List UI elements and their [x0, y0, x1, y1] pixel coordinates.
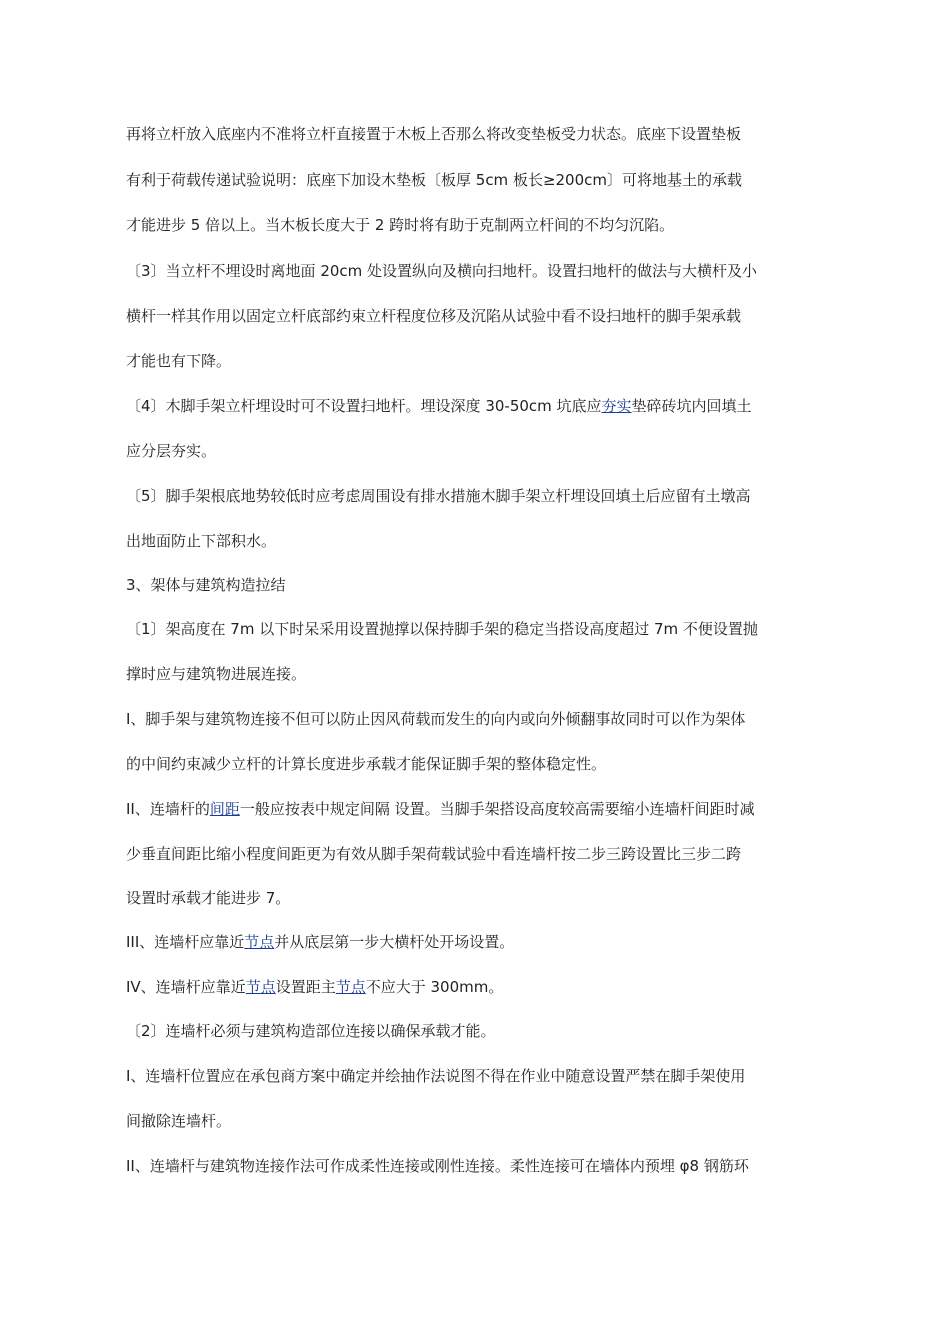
text-segment: 有利于荷载传递试验说明：底座下加设木垫板〔板厚 5cm 板长≥200cm〕可将地基土的承载: [126, 171, 742, 189]
paragraph-line: [126, 1156, 749, 1176]
text-segment: 才能也有下降。: [126, 352, 232, 370]
text-segment: 一般应按表中规定间隔 设置。当脚手架搭设高度较高需要缩小连墙杆间距时减: [239, 800, 755, 818]
text-segment: IV、连墙杆应靠近: [126, 978, 246, 996]
text-segment: I、脚手架与建筑物连接不但可以防止因风荷载而发生的向内或向外倾翻事故同时可以作为架体: [126, 710, 746, 728]
text-segment: 应分层夯实。: [126, 442, 217, 460]
text-segment: 横杆一样其作用以固定立杆底部约束立杆程度位移及沉陷从试验中看不设扫地杆的脚手架承载: [126, 307, 742, 325]
paragraph-line: [126, 1066, 745, 1086]
paragraph-line: [126, 977, 503, 997]
paragraph-line: [126, 124, 741, 144]
paragraph-line: [126, 619, 758, 639]
text-segment: 少垂直间距比缩小程度间距更为有效从脚手架荷载试验中看连墙杆按二步三跨设置比三步二跨: [126, 845, 742, 863]
text-segment: III、连墙杆应靠近: [126, 933, 245, 951]
text-segment: 设置距主: [275, 978, 336, 996]
text-segment: 间撤除连墙杆。: [126, 1112, 232, 1130]
paragraph-line: [126, 261, 757, 281]
text-segment: 〔2〕连墙杆必须与建筑构造部位连接以确保承载才能。: [126, 1022, 496, 1040]
inline-link[interactable]: 节点: [244, 933, 275, 951]
paragraph-line: [126, 531, 276, 551]
inline-link[interactable]: 间距: [209, 800, 240, 818]
text-segment: 〔4〕木脚手架立杆埋设时可不设置扫地杆。埋设深度 30-50cm 坑底应: [126, 397, 602, 415]
paragraph-line: [126, 351, 231, 371]
paragraph-line: [126, 932, 514, 952]
paragraph-line: [126, 170, 742, 190]
text-segment: 出地面防止下部积水。: [126, 532, 277, 550]
text-segment: 〔5〕脚手架根底地势较低时应考虑周围设有排水措施木脚手架立杆埋设回填土后应留有土墩高: [126, 487, 751, 505]
text-segment: 不应大于 300mm。: [365, 978, 504, 996]
text-segment: 再将立杆放入底座内不准将立杆直接置于木板上否那么将改变垫板受力状态。底座下设置垫板: [126, 125, 742, 143]
text-segment: 3、架体与建筑构造拉结: [126, 576, 286, 594]
text-segment: I、连墙杆位置应在承包商方案中确定并绘抽作法说图不得在作业中随意设置严禁在脚手架使用: [126, 1067, 746, 1085]
inline-link[interactable]: 节点: [335, 978, 366, 996]
text-segment: 〔1〕架高度在 7m 以下时呆采用设置抛撑以保持脚手架的稳定当搭设高度超过 7m 不便设置抛: [126, 620, 758, 638]
text-segment: 并从底层第一步大横杆处开场设置。: [274, 933, 515, 951]
paragraph-line: [126, 1111, 231, 1131]
paragraph-line: [126, 709, 745, 729]
paragraph-line: [126, 799, 755, 819]
paragraph-line: [126, 396, 752, 416]
paragraph-line: [126, 215, 674, 235]
paragraph-line: [126, 844, 741, 864]
text-segment: 才能进步 5 倍以上。当木板长度大于 2 跨时将有助于克制两立杆间的不均匀沉陷。: [126, 216, 675, 234]
text-segment: II、连墙杆的: [126, 800, 210, 818]
paragraph-line: [126, 306, 741, 326]
paragraph-line: [126, 664, 306, 684]
text-segment: 撑时应与建筑物进展连接。: [126, 665, 307, 683]
inline-link[interactable]: 节点: [245, 978, 276, 996]
text-segment: 〔3〕当立杆不埋设时离地面 20cm 处设置纵向及横向扫地杆。设置扫地杆的做法与大横杆及小: [126, 262, 758, 280]
text-segment: II、连墙杆与建筑物连接作法可作成柔性连接或刚性连接。柔性连接可在墙体内预埋 φ8 钢筋环: [126, 1157, 749, 1175]
paragraph-line: [126, 486, 751, 506]
paragraph-line: [126, 754, 606, 774]
paragraph-line: [126, 888, 290, 908]
text-segment: 垫碎砖坑内回填土: [631, 397, 752, 415]
paragraph-line: [126, 1021, 496, 1041]
paragraph-line: [126, 441, 216, 461]
text-segment: 的中间约束减少立杆的计算长度进步承载才能保证脚手架的整体稳定性。: [126, 755, 607, 773]
paragraph-line: [126, 575, 286, 595]
text-segment: 设置时承载才能进步 7。: [126, 889, 291, 907]
inline-link[interactable]: 夯实: [601, 397, 632, 415]
